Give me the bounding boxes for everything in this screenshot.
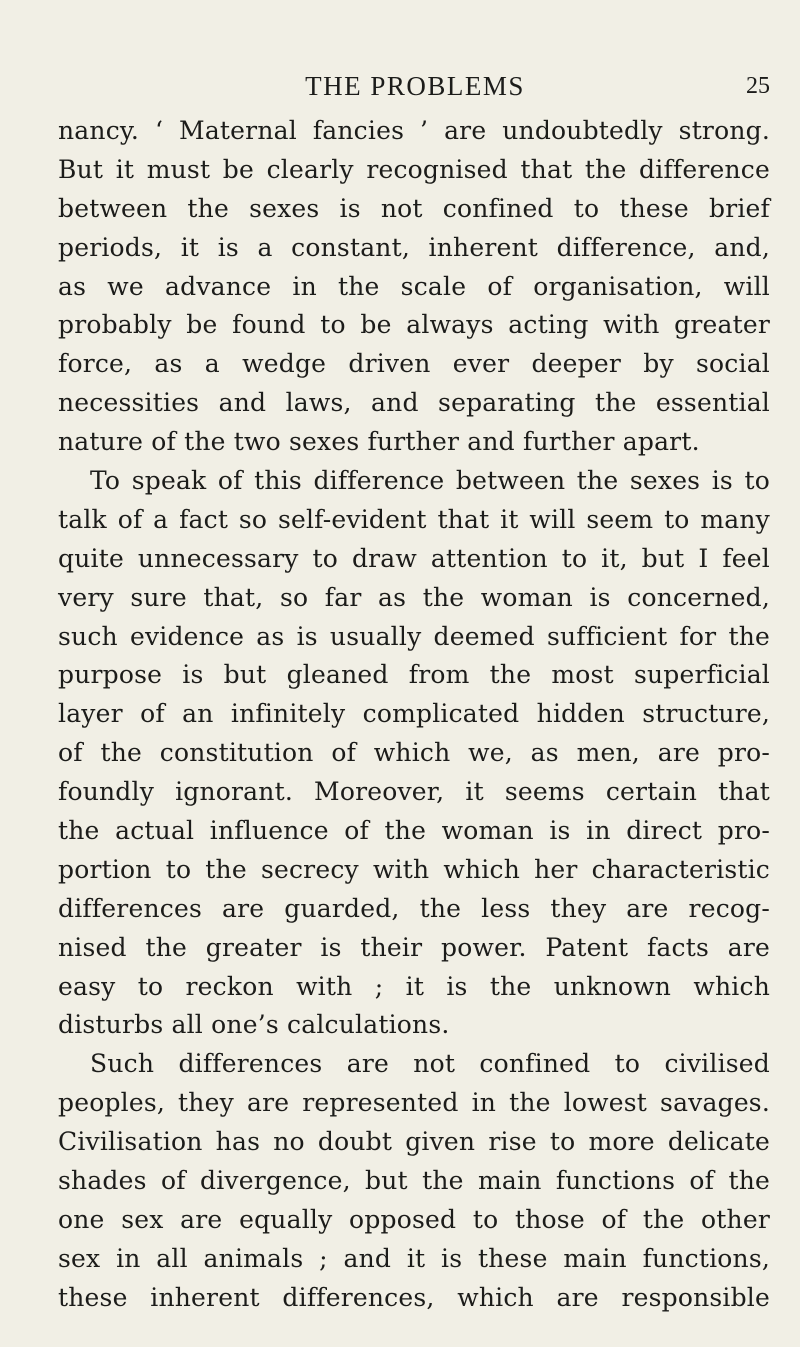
running-head — [60, 66, 770, 106]
text-line: foundly ignorant. Moreover, it seems certain that — [58, 777, 770, 807]
text-line: portion to the secrecy with which her characteristic — [58, 854, 770, 884]
text-line: necessities and laws, and separating the essential — [58, 388, 770, 418]
text-line: But it must be clearly recognised that the difference — [58, 154, 770, 184]
text-line: purpose is but gleaned from the most superficial — [58, 660, 770, 690]
text-line: shades of divergence, but the main functions of the — [58, 1166, 770, 1196]
text-line: as we advance in the scale of organisation, will — [58, 271, 770, 301]
text-line: the actual influence of the woman is in direct pro- — [58, 816, 770, 846]
text-line: talk of a fact so self-evident that it will seem to many — [58, 504, 770, 534]
body-text — [58, 112, 770, 1318]
text-line: probably be found to be always acting with greater — [58, 310, 770, 340]
text-line: periods, it is a constant, inherent difference, and, — [58, 232, 770, 262]
text-line: of the constitution of which we, as men, are pro- — [58, 738, 770, 768]
text-line: layer of an infinitely complicated hidden structure, — [58, 699, 770, 729]
text-line: peoples, they are represented in the lowest savages. — [58, 1088, 770, 1118]
text-line: Such differences are not confined to civilised — [90, 1049, 770, 1079]
text-line: nancy. ‘ Maternal fancies ’ are undoubtedly strong. — [58, 116, 770, 145]
text-line: disturbs all one’s calculations. — [58, 1010, 450, 1040]
text-line: quite unnecessary to draw attention to it, but I feel — [58, 543, 770, 573]
page-number: 25 — [746, 73, 770, 99]
running-title: THE PROBLEMS — [305, 71, 525, 101]
text-line: nised the greater is their power. Patent facts are — [58, 932, 770, 962]
text-line: Civilisation has no doubt given rise to more delicate — [58, 1127, 770, 1157]
text-line: between the sexes is not confined to these brief — [58, 193, 770, 223]
text-line: sex in all animals ; and it is these main functions, — [58, 1243, 770, 1273]
text-line: easy to reckon with ; it is the unknown which — [58, 971, 770, 1001]
text-line: To speak of this difference between the sexes is to — [90, 466, 770, 496]
text-line: one sex are equally opposed to those of the other — [58, 1204, 770, 1234]
text-line: such evidence as is usually deemed sufficient for the — [58, 621, 770, 651]
text-line: these inherent differences, which are responsible — [58, 1282, 770, 1312]
text-line: differences are guarded, the less they are recog- — [58, 893, 770, 923]
text-line: very sure that, so far as the woman is concerned, — [58, 582, 770, 612]
text-line: force, as a wedge driven ever deeper by social — [58, 349, 770, 379]
text-line: nature of the two sexes further and further apart. — [58, 427, 700, 457]
